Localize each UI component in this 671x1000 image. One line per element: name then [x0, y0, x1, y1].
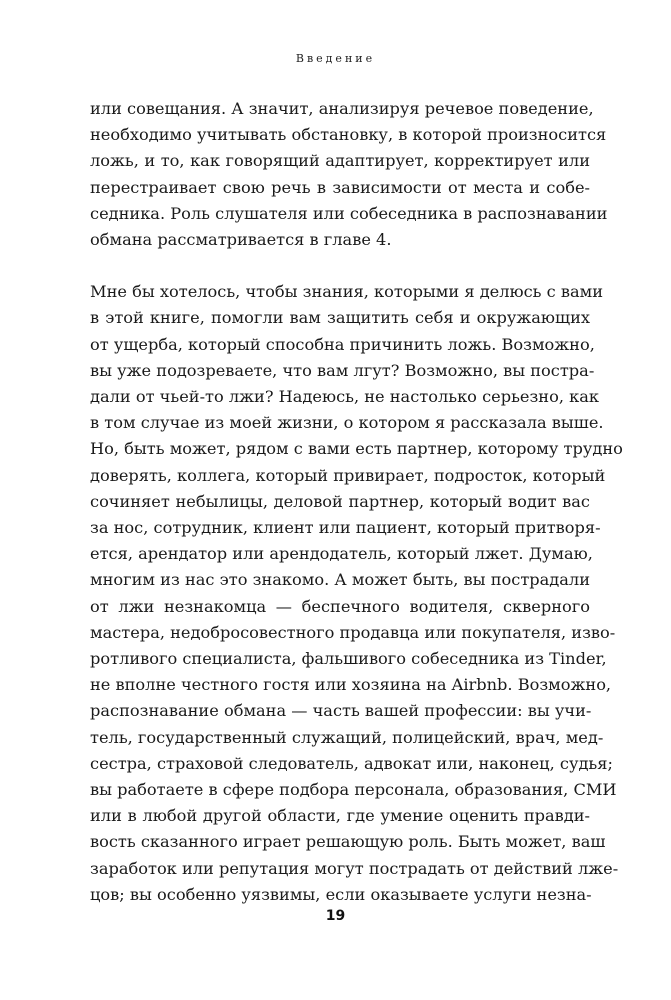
text-line: сочиняет небылицы, деловой партнер, который водит вас [90, 491, 590, 511]
text-line: обмана рассматривается в главе 4. [90, 230, 392, 250]
text-line: вость сказанного играет решающую роль. Быть может, ваш [90, 832, 606, 852]
text-line: вы работаете в сфере подбора персонала, образования, СМИ [90, 780, 617, 800]
text-line: от ущерба, который способна причинить ложь. Возможно, [90, 334, 595, 354]
text-line: цов; вы особенно уязвимы, если оказываете услуги незна- [90, 884, 592, 904]
text-line: распознавание обмана — часть вашей профессии: вы учи- [90, 701, 592, 721]
text-line: тель, государственный служащий, полицейский, врач, мед- [90, 727, 604, 747]
text-line: от лжи незнакомца — беспечного водителя, скверного [90, 596, 590, 616]
text-line: ложь, и то, как говорящий адаптирует, корректирует или [90, 151, 590, 171]
text-line: дали от чьей-то лжи? Надеюсь, не настолько серьезно, как [90, 387, 600, 407]
text-line: седника. Роль слушателя или собеседника в распознавании [90, 203, 608, 223]
paragraph-1 [90, 96, 608, 253]
text-line: или в любой другой области, где умение оценить правди- [90, 806, 590, 826]
text-line: Но, быть может, рядом с вами есть партнер, которому трудно [90, 439, 623, 459]
text-line: ротливого специалиста, фальшивого собеседника из Tinder, [90, 649, 607, 669]
running-head: Введение [295, 52, 376, 65]
body-text [90, 96, 623, 908]
text-line: в том случае из моей жизни, о котором я рассказала выше. [90, 413, 604, 433]
text-line: не вполне честного гостя или хозяина на Airbnb. Возможно, [90, 675, 612, 695]
text-line: в этой книге, помогли вам защитить себя и окружающих [90, 308, 590, 328]
text-line: за нос, сотрудник, клиент или пациент, который притворя- [90, 518, 601, 538]
text-line: вы уже подозреваете, что вам лгут? Возможно, вы постра- [90, 360, 595, 380]
text-line: необходимо учитывать обстановку, в которой произносится [90, 125, 607, 145]
text-line: заработок или репутация могут пострадать от действий лже- [90, 858, 619, 878]
text-line: перестраивает свою речь в зависимости от места и собе- [90, 177, 590, 197]
text-line: или совещания. А значит, анализируя речевое поведение, [90, 99, 594, 118]
text-line: мастера, недобросовестного продавца или покупателя, изво- [90, 622, 616, 642]
text-line: доверять, коллега, который привирает, подросток, который [90, 465, 606, 485]
text-line: ется, арендатор или арендодатель, который лжет. Думаю, [90, 544, 593, 564]
text-line: сестра, страховой следователь, адвокат или, наконец, судья; [90, 753, 613, 773]
page-number: 19 [325, 908, 346, 924]
paragraph-2 [90, 279, 623, 908]
text-line: Мне бы хотелось, чтобы знания, которыми я делюсь с вами [90, 282, 603, 302]
text-line: многим из нас это знакомо. А может быть, вы пострадали [90, 570, 590, 590]
